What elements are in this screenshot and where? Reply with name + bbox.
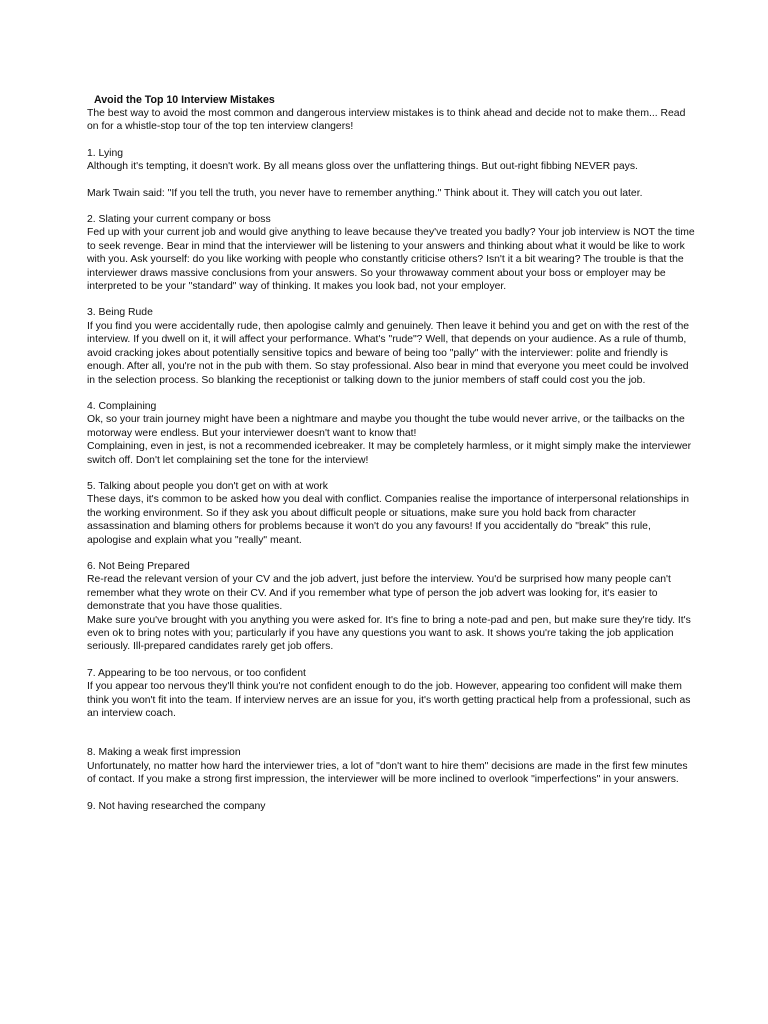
section-heading: 7. Appearing to be too nervous, or too confident [87,667,306,679]
section-heading: 6. Not Being Prepared [87,560,190,572]
section-paragraph: Ok, so your train journey might have been a nightmare and maybe you thought the tube would never arrive, or the tailbacks on the motorway were endless. But your interviewer doesn't want to know that! [87,414,685,439]
section-nervous-confident [87,667,698,721]
section-not-prepared [87,560,698,654]
section-researched-company [87,800,698,813]
section-paragraph: Mark Twain said: "If you tell the truth, you never have to remember anything." Think about it. They will catch you out later. [87,187,643,199]
section-lying [87,147,698,200]
section-paragraph: If you appear too nervous they'll think you're not confident enough to do the job. However, appearing too confident will make them think you won't fit into the team. If interview nerves are an issue for you, it's worth getting practical help from a professional, such as an interview coach. [87,681,691,720]
section-complaining [87,400,698,467]
section-heading: 4. Complaining [87,400,157,412]
section-heading: 9. Not having researched the company [87,800,266,812]
section-being-rude [87,306,698,386]
section-slating [87,213,698,293]
section-paragraph: If you find you were accidentally rude, then apologise calmly and genuinely. Then leave it behind you and get on with the rest of the interview. If you dwell on it, it will affect your performance. What's "rude"? Well, that depends on your audience. As a rule of thumb, avoid cracking jokes about potentially sensitive topics and beware of being too "pally" with the interviewer: polite and friendly is enough. After all, you're not in the pub with them. So stay professional. Also bear in mind that everyone you meet could be involved in the selection process. So blanking the receptionist or talking down to the junior members of staff could cost you the job. [87,320,690,386]
intro-paragraph: The best way to avoid the most common and dangerous interview mistakes is to think ahead and decide not to make them... Read on for a whistle-stop tour of the top ten interview clangers! [87,108,686,133]
section-heading: 8. Making a weak first impression [87,747,241,759]
section-paragraph: Although it's tempting, it doesn't work. By all means gloss over the unflattering things. But out-right fibbing NEVER pays. [87,161,638,173]
section-paragraph: Re-read the relevant version of your CV and the job advert, just before the interview. You'd be surprised how many people can't remember what they wrote on their CV. And if you remember what type of person the job advert was looking for, it's easier to demonstrate that you have those qualities. [87,574,671,613]
section-paragraph: Unfortunately, no matter how hard the interviewer tries, a lot of "don't want to hire them" decisions are made in the first few minutes of contact. If you make a strong first impression, the interviewer will be more inclined to overlook "imperfections" in your answers. [87,760,688,786]
section-heading: 1. Lying [87,147,124,159]
section-paragraph: Make sure you've brought with you anything you were asked for. It's fine to bring a note-pad and pen, but make sure they're tidy. It's even ok to bring notes with you; particularly if you have any questions you want to ask. It shows you're taking the job application seriously. Ill-prepared candidates rarely get job offers. [87,614,691,653]
section-paragraph: Fed up with your current job and would give anything to leave because they've treated you badly? Your job interview is NOT the time to seek revenge. Bear in mind that the interviewer will be listening to your answers and thinking about what it would be like to work with you. Ask yourself: do you like working with people who constantly criticise others? Isn't it a bit wearing? The trouble is that the interviewer draws massive conclusions from your answers. So your throwaway comment about your boss or employer may be interpreted to be your "standard" way of thinking. It makes you look bad, not your employer. [87,227,695,293]
section-heading: 3. Being Rude [87,307,153,319]
section-talking-about-people [87,480,698,547]
document-title: Avoid the Top 10 Interview Mistakes [94,94,275,106]
section-paragraph: These days, it's common to be asked how you deal with conflict. Companies realise the importance of interpersonal relationships in the working environment. So if they ask you about difficult people or situations, make sure you hold back from character assassination and blaming others for problems because it won't do you any favours! If you accidentally do "break" this rule, apologise and explain what you "really" meant. [87,494,690,546]
section-paragraph: Complaining, even in jest, is not a recommended icebreaker. It may be completely harmless, or it might simply make the interviewer switch off. Don't let complaining set the tone for the interview! [87,441,692,466]
section-heading: 2. Slating your current company or boss [87,214,271,226]
section-heading: 5. Talking about people you don't get on with at work [87,480,328,492]
section-first-impression [87,746,698,786]
